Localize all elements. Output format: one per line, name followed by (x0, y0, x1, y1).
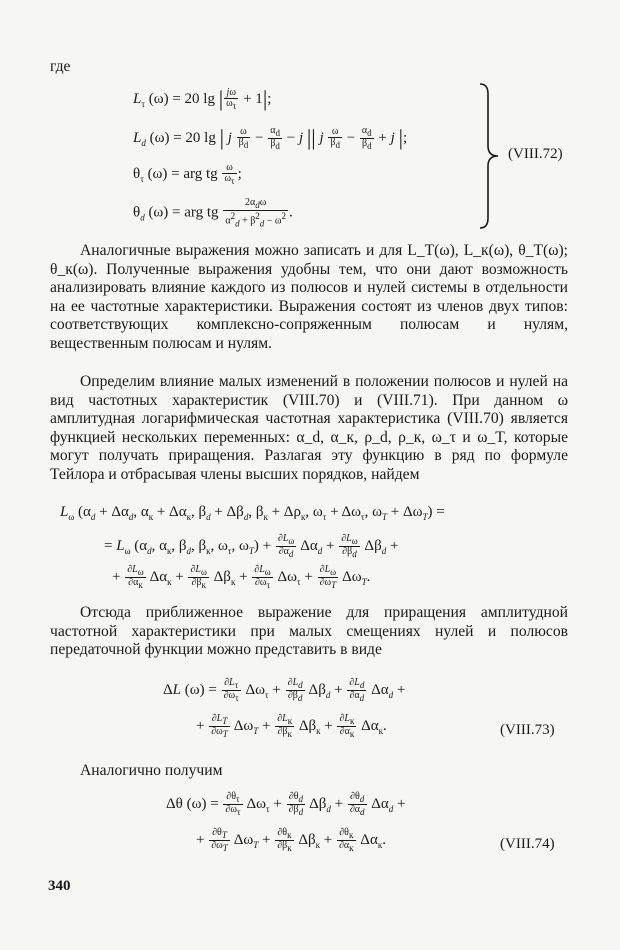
equation-number-74: (VIII.74) (500, 836, 555, 852)
equation-number-73: (VIII.73) (500, 722, 555, 738)
taylor-line-1: $L_\omega$ ($\alpha_d + \Delta\alpha_d$, $\alpha_к + \Delta\alpha_к$, $\beta_d + \Delta\beta_d$, $\beta_к + \Delta\rho_к$, $\omega_\tau + \Delta\omega_\tau$, $\omega_T + \Delta\omega_T$) = (60, 504, 445, 522)
intro-word: где (50, 58, 71, 75)
taylor-line-3: + $\frac{\partial L_\omega}{\partial\alpha_к}$ $\Delta\alpha_к$ + $\frac{\partial L_\omega}{\partial\beta_к}$ $\Delta\beta_к$ + $\frac{\partial L_\omega}{\partial\omega_\tau}$ $\Delta\omega_\tau$ + $\frac{\partial L_\omega}{\partial\omega_T}$ $\Delta\omega_T$. (112, 564, 371, 590)
equation-72-line-2: $L_d$ (ω) = 20 lg | j $\frac{\omega}{\beta_d}$ − $\frac{\alpha_d}{\beta_d}$ − j || j $\frac{\omega}{\beta_d}$ − $\frac{\alpha_d}{\beta_d}$ + j |; (133, 125, 408, 152)
equation-73-line-2: + $\frac{\partial L_T}{\partial\omega_T}$ $\Delta\omega_T$ + $\frac{\partial L_к}{\partial\beta_к}$ $\Delta\beta_к$ + $\frac{\partial L_к}{\partial\alpha_к}$ $\Delta\alpha_к$. (196, 713, 387, 739)
paragraph-1: Аналогичные выражения можно записать и для L_T(ω), L_к(ω), θ_T(ω); θ_к(ω). Полученные выражения удобны тем, что они дают возможность анализировать влияние каждого из полюсов и нулей системы в отдельности на ее частотные характеристики. Выражения состоят из членов двух типов: соответствующих комплексно-сопряженным полюсам и нулям, вещественным полюсам и нулям. (50, 242, 568, 352)
equation-72-line-3: $\theta_\tau$ (ω) = arg tg $\frac{\omega}{\omega_\tau}$ ; (133, 162, 242, 186)
paragraph-2: Определим влияние малых изменений в положении полюсов и нулей на вид частотных характеристик (VIII.70) и (VIII.71). При данном ω амплитудная логарифмическая частотная характеристика (VIII.70) является функцией нескольких переменных: α_d, α_к, ρ_d, ρ_к, ω_τ и ω_T, которые могут получать приращения. Разлагая эту функцию в ряд по формуле Тейлора и отбрасывая члены высших порядков, найдем (50, 373, 568, 483)
equation-number-72: (VIII.72) (508, 146, 563, 162)
page-number: 340 (48, 878, 71, 894)
equation-73-line-1: ΔL (ω) = $\frac{\partial L_\tau}{\partial\omega_\tau}$ $\Delta\omega_\tau$ + $\frac{\partial L_d}{\partial\beta_d}$ $\Delta\beta_d$ + $\frac{\partial L_d}{\partial\alpha_d}$ $\Delta\alpha_d$ + (163, 677, 406, 703)
paragraph-3: Отсюда приближенное выражение для приращения амплитудной частотной характеристики при малых смещениях нулей и полюсов передаточной функции можно представить в виде (50, 604, 568, 659)
taylor-line-2: = $L_\omega$ ($\alpha_d$, $\alpha_к$, $\beta_d$, $\beta_к$, $\omega_\tau$, $\omega_T$) + $\frac{\partial L_\omega}{\partial\alpha_d}$ $\Delta\alpha_d$ + $\frac{\partial L_\omega}{\partial\beta_d}$ $\Delta\beta_d$ + (104, 533, 399, 559)
right-brace (478, 82, 502, 230)
equation-74-line-2: + $\frac{\partial\theta_T}{\partial\omega_T}$ $\Delta\omega_T$ + $\frac{\partial\theta_к}{\partial\beta_к}$ $\Delta\beta_к$ + $\frac{\partial\theta_к}{\partial\alpha_к}$ $\Delta\alpha_к$. (196, 827, 386, 853)
equation-72-line-4: $\theta_d$ (ω) = arg tg $\frac{2\alpha_d\omega}{\alpha^2_d + \beta^2_d - \omega^2}$ . (133, 197, 293, 229)
paragraph-4: Аналогично получим (80, 762, 223, 779)
equation-74-line-1: Δθ (ω) = $\frac{\partial\theta_\tau}{\partial\omega_\tau}$ $\Delta\omega_\tau$ + $\frac{\partial\theta_d}{\partial\beta_d}$ $\Delta\beta_d$ + $\frac{\partial\theta_d}{\partial\alpha_d}$ $\Delta\alpha_d$ + (166, 791, 406, 817)
equation-72-line-1: $L_\tau$ (ω) = 20 lg | $\frac{j\omega}{\omega_\tau}$ + 1|; (133, 86, 272, 112)
